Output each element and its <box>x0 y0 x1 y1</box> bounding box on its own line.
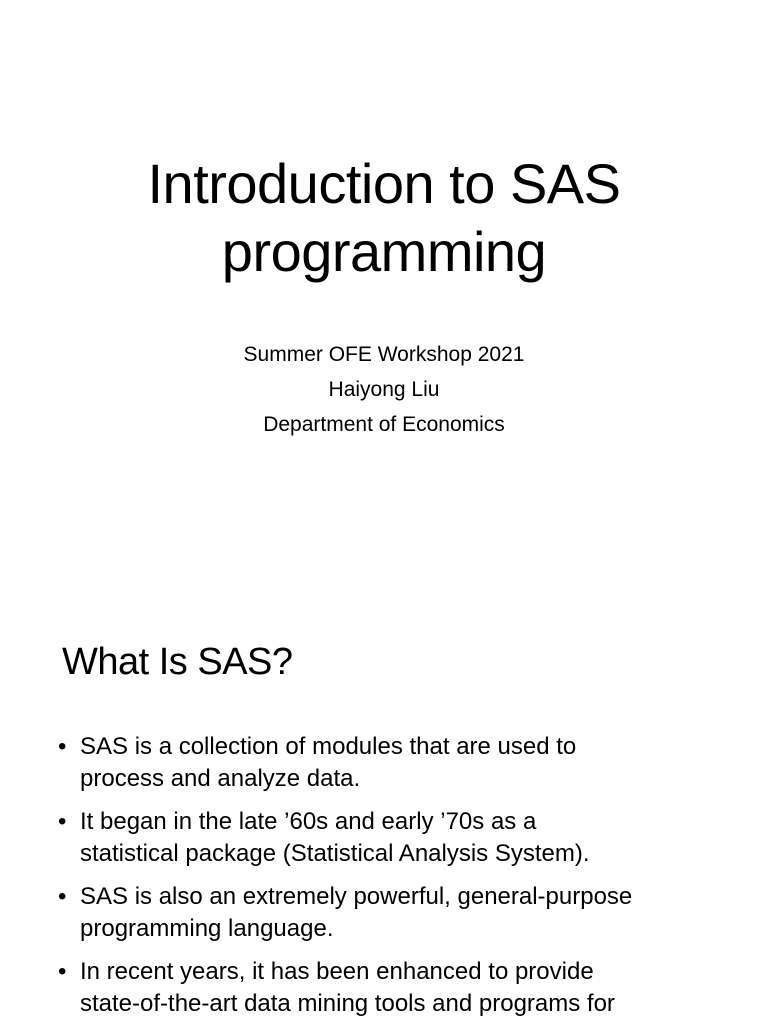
bullet-list <box>58 731 738 1024</box>
bullet-text <box>80 731 738 795</box>
list-item <box>58 881 738 945</box>
bullet-line: SAS is a collection of modules that are used to <box>80 733 577 760</box>
author-name: Haiyong Liu <box>328 378 440 401</box>
slide-subtitle <box>0 337 768 442</box>
bullet-line: state-of-the-art data mining tools and programs for <box>80 990 615 1017</box>
bullet-text <box>80 806 738 870</box>
content-slide <box>0 576 768 1024</box>
slide-title <box>0 150 768 286</box>
bullet-text <box>80 956 738 1020</box>
bullet-line: programming language. <box>80 915 334 942</box>
bullet-line: It began in the late ’60s and early ’70s as a <box>80 808 537 835</box>
bullet-text <box>80 881 738 945</box>
list-item <box>58 956 738 1020</box>
workshop-name: Summer OFE Workshop 2021 <box>243 343 525 366</box>
bullet-line: SAS is also an extremely powerful, general-purpose <box>80 883 633 910</box>
list-item <box>58 731 738 795</box>
list-item <box>58 806 738 870</box>
bullet-icon: • <box>58 733 67 760</box>
bullet-line: process and analyze data. <box>80 765 361 792</box>
bullet-icon: • <box>58 883 67 910</box>
slide-heading: What Is SAS? <box>62 641 293 683</box>
bullet-line: statistical package (Statistical Analysis System). <box>80 840 590 867</box>
slide-title-line-1: Introduction to SAS <box>147 152 621 215</box>
bullet-line: In recent years, it has been enhanced to provide <box>80 958 594 985</box>
bullet-icon: • <box>58 958 67 985</box>
slide-title-line-2: programming <box>221 220 547 283</box>
department-name: Department of Economics <box>263 413 505 436</box>
bullet-icon: • <box>58 808 67 835</box>
